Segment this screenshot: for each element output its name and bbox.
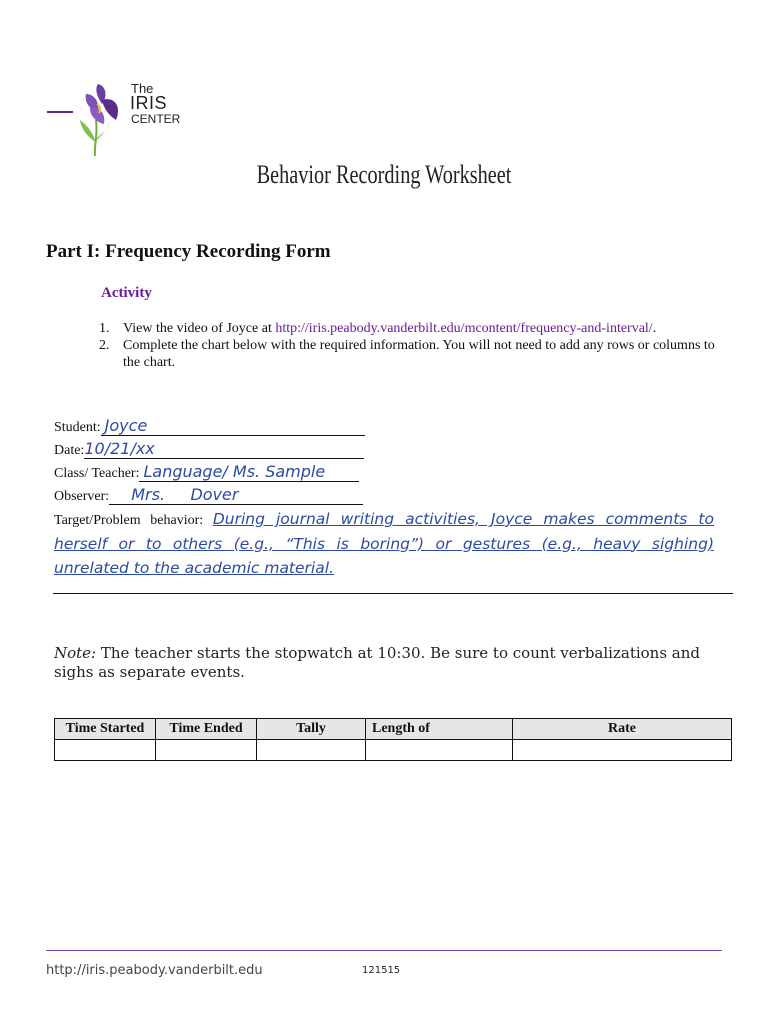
step-item bbox=[99, 337, 719, 371]
recording-table bbox=[54, 718, 732, 761]
activity-label: Activity bbox=[101, 285, 152, 301]
observer-input[interactable]: Mrs. Dover bbox=[109, 485, 363, 505]
step-number: 1. bbox=[99, 321, 110, 336]
student-input[interactable]: Joyce bbox=[101, 416, 365, 436]
logo-text-iris: IRIS bbox=[130, 93, 168, 113]
step-text-after: . bbox=[652, 321, 657, 336]
part-heading: Part I: Frequency Recording Form bbox=[46, 241, 331, 262]
table-row bbox=[55, 740, 732, 761]
footer-url[interactable]: http://iris.peabody.vanderbilt.edu bbox=[46, 963, 263, 978]
target-behavior-label: Target/Problem behavior: bbox=[54, 513, 204, 528]
document-title: Behavior Recording Worksheet bbox=[256, 160, 512, 189]
cell-length-of[interactable] bbox=[366, 740, 513, 761]
observer-field bbox=[54, 485, 363, 505]
target-behavior-field bbox=[54, 508, 714, 582]
table-header-row bbox=[55, 719, 732, 740]
footer-divider bbox=[46, 950, 722, 951]
video-link[interactable]: http://iris.peabody.vanderbilt.edu/mcontent/frequency-and-interval/ bbox=[275, 321, 653, 336]
section-divider bbox=[53, 593, 733, 594]
class-teacher-label: Class/ Teacher: bbox=[54, 466, 140, 481]
date-input[interactable]: 10/21/xx bbox=[84, 439, 364, 459]
observer-label: Observer: bbox=[54, 489, 110, 504]
step-item bbox=[99, 320, 719, 337]
step-number: 2. bbox=[99, 338, 110, 353]
note-label: Note: bbox=[54, 644, 97, 662]
note-text: The teacher starts the stopwatch at 10:30. Be sure to count verbalizations and sighs as separate events. bbox=[54, 644, 701, 681]
iris-flower-icon bbox=[76, 80, 124, 156]
logo-accent-line bbox=[47, 111, 73, 113]
logo-text-the: The bbox=[131, 81, 154, 96]
student-field bbox=[54, 416, 365, 436]
cell-rate[interactable] bbox=[513, 740, 732, 761]
logo-text-center: CENTER bbox=[131, 112, 181, 126]
cell-time-ended[interactable] bbox=[156, 740, 257, 761]
cell-time-started[interactable] bbox=[55, 740, 156, 761]
student-label: Student: bbox=[54, 420, 101, 435]
class-teacher-input[interactable]: Language/ Ms. Sample bbox=[139, 462, 359, 482]
date-label: Date: bbox=[54, 443, 85, 458]
class-teacher-field bbox=[54, 462, 359, 482]
date-field bbox=[54, 439, 364, 459]
step-text bbox=[123, 320, 719, 337]
target-behavior-input[interactable]: During journal writing activities, Joyce makes comments to herself or to others (e.g., “This is boring”) or gestures (e.g., heavy sighing) unrelated to the academic material. bbox=[54, 510, 714, 577]
step-text-before: View the video of Joyce at bbox=[123, 321, 276, 336]
note-paragraph bbox=[54, 644, 734, 682]
cell-tally[interactable] bbox=[257, 740, 366, 761]
header-rate: Rate bbox=[513, 719, 732, 740]
activity-steps bbox=[99, 320, 719, 371]
header-time-ended: Time Ended bbox=[156, 719, 257, 740]
header-length-of: Length of bbox=[366, 719, 513, 740]
header-tally: Tally bbox=[257, 719, 366, 740]
footer-code: 121515 bbox=[362, 965, 401, 976]
header-time-started: Time Started bbox=[55, 719, 156, 740]
step-text: Complete the chart below with the required information. You will not need to add any rows or columns to the chart. bbox=[123, 338, 715, 370]
